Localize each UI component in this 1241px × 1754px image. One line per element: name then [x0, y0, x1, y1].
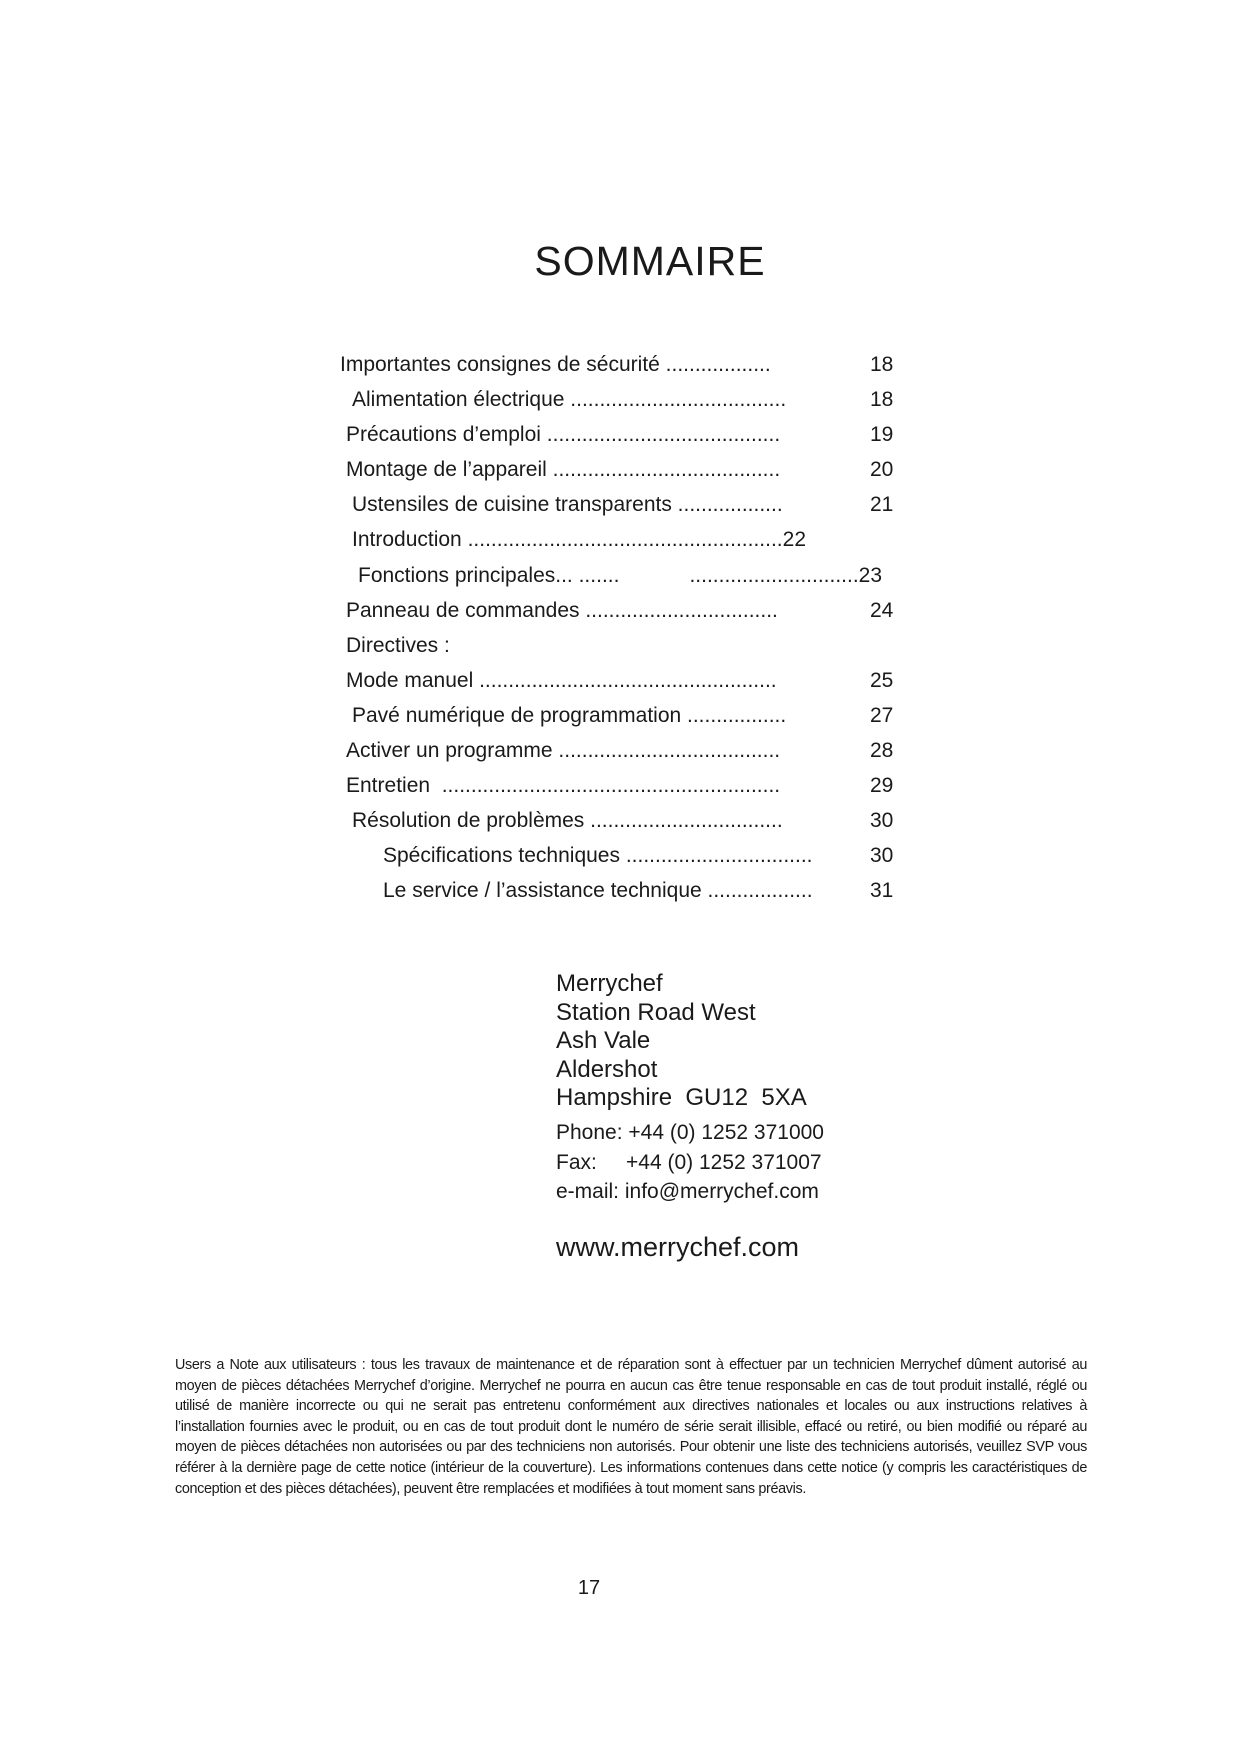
toc-entry-page: 31 [870, 879, 894, 903]
toc-entry-cookware [0, 487, 1241, 522]
toc-entry-page: 29 [870, 774, 894, 798]
page-number: 17 [577, 1577, 601, 1599]
contact-fax: Fax: +44 (0) 1252 371007 [556, 1150, 822, 1174]
website-link[interactable]: www.merrychef.com [556, 1232, 800, 1262]
toc-entry-label: Résolution de problèmes ................................. [352, 809, 783, 833]
toc-entry-installation [0, 452, 1241, 487]
toc-entry-label: Activer un programme ...................................... [346, 739, 781, 763]
toc-entry-label: Précautions d’emploi ........................................ [346, 423, 781, 447]
toc-entry-page: 20 [870, 458, 894, 482]
toc-entry-label: Le service / l’assistance technique .................. [383, 879, 813, 903]
toc-entry-activate-program [0, 733, 1241, 768]
company-address [556, 970, 807, 1113]
user-notice: Users a Note aux utilisateurs : tous les travaux de maintenance et de réparation sont à effectuer par un technicien Merrychef dûment autorisé au moyen de pièces détachées Merrychef d’origine. Merrychef ne pourra en aucun cas être tenue responsable en cas de tout produit installé, réglé ou utilisé de manière incorrecte ou qui ne serait pas entretenu conformément aux directives nationales et locales ou aux instructions relatives à l’installation fournies avec le produit, ou en cas de tout produit dont le numéro de série serait illisible, effacé ou retiré, ou bien modifié ou réparé au moyen de pièces détachées non autorisées ou par des techniciens non autorisés. Pour obtenir une liste des techniciens autorisés, veuillez SVP vous référer à la dernière page de cette notice (intérieur de la couverture). Les informations contenues dans cette notice (y compris les caractéristiques de conception et des pièces détachées), peuvent être remplacées et modifiées à tout moment sans préavis. [175, 1357, 1087, 1497]
toc-entry-specifications [0, 838, 1241, 873]
toc-entry-label: Ustensiles de cuisine transparents .................. [352, 493, 783, 517]
page-title: SOMMAIRE [534, 238, 766, 284]
toc-entry-page: 30 [870, 809, 894, 833]
toc-entry-label: Introduction ......................................................22 [352, 528, 806, 552]
toc-entry-label: Importantes consignes de sécurité .................. [340, 353, 771, 376]
toc-entry-label: Entretien .......................................................... [346, 774, 781, 798]
toc-entry-page: 24 [870, 598, 894, 622]
toc-entry-maintenance [0, 768, 1241, 803]
address-town: Aldershot [556, 1055, 658, 1083]
toc-entry-label: Directives : [346, 633, 450, 657]
toc-entry-directives [0, 628, 1241, 663]
toc-entry-page: 25 [870, 668, 894, 692]
toc-entry-page: 28 [870, 739, 894, 763]
toc-entry-page: 18 [870, 353, 894, 376]
toc-entry-label: Fonctions principales... ....... .............................23 [358, 563, 883, 587]
toc-entry-page: 30 [870, 844, 894, 868]
toc-entry-label: Montage de l’appareil ....................................... [346, 458, 781, 482]
toc-entry-keypad [0, 698, 1241, 733]
toc-entry-page: 21 [870, 493, 894, 517]
toc-entry-control-panel [0, 593, 1241, 628]
toc-entry-label: Mode manuel ................................................... [346, 668, 777, 692]
toc-entry-page: 19 [870, 423, 894, 447]
toc-entry-label: Pavé numérique de programmation ................. [352, 703, 787, 727]
toc-entry-label: Panneau de commandes ................................. [346, 598, 778, 622]
toc-entry-precautions [0, 417, 1241, 452]
toc-entry-label: Spécifications techniques ................................ [383, 844, 813, 868]
toc-entry-page: 18 [870, 388, 894, 412]
toc-entry-main-functions [0, 558, 1241, 593]
toc-entry-introduction [0, 522, 1241, 557]
toc-entry-safety [0, 347, 1241, 382]
contact-email: e-mail: info@merrychef.com [556, 1180, 819, 1203]
toc-entry-page: 27 [870, 703, 894, 727]
address-street: Station Road West [556, 998, 756, 1026]
toc-entry-troubleshooting [0, 803, 1241, 838]
contact-details [556, 1118, 824, 1207]
contact-phone: Phone: +44 (0) 1252 371000 [556, 1121, 824, 1144]
toc-entry-label: Alimentation électrique ..................................... [352, 388, 787, 412]
table-of-contents [0, 347, 1241, 909]
address-county-postcode: Hampshire GU12 5XA [556, 1084, 807, 1111]
toc-entry-manual-mode [0, 663, 1241, 698]
toc-entry-service [0, 873, 1241, 908]
address-company: Merrychef [556, 970, 663, 997]
toc-entry-power-supply [0, 382, 1241, 417]
address-area: Ash Vale [556, 1027, 651, 1054]
